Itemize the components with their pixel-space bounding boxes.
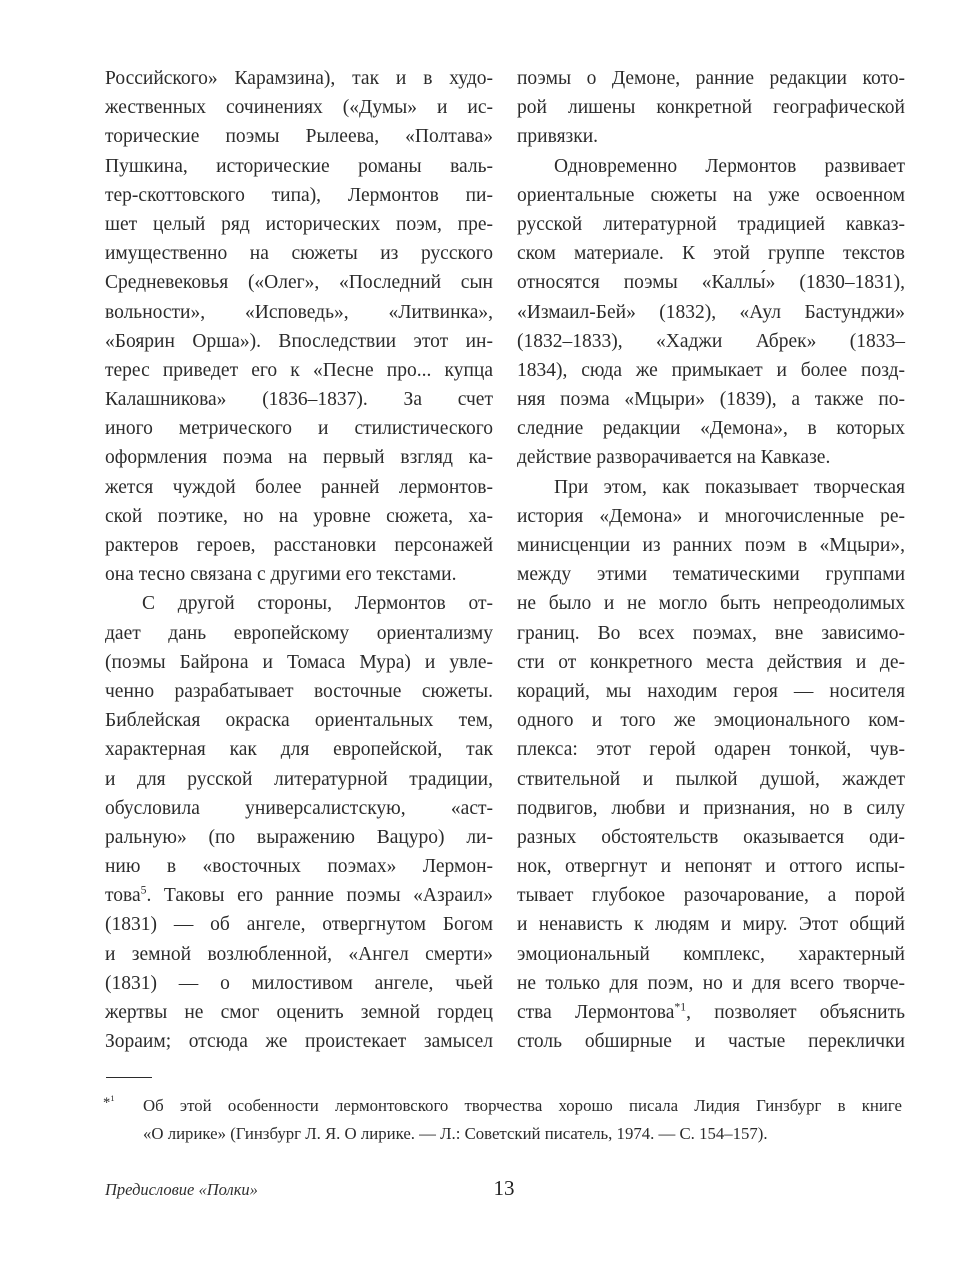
text-line: С другой стороны, Лермонтов от- bbox=[142, 593, 493, 615]
running-title: Предисловие «Полки» bbox=[105, 1180, 258, 1199]
text-line: рой лишены конкретной географической bbox=[517, 97, 905, 119]
text-line: русской литературной традицией кавказ- bbox=[517, 213, 905, 235]
footnote bbox=[103, 1092, 902, 1147]
text-line: поэмы о Демоне, ранние редакции кото- bbox=[517, 68, 905, 89]
text-line: Калашникова» (1836–1837). За счет bbox=[105, 389, 493, 411]
text-line: «О лирике» (Гинзбург Л. Я. О лирике. — Л.: Советский писатель, 1974. — С. 154–157). bbox=[143, 1123, 768, 1143]
text-line: «Боярин Орша»). Впоследствии этот ин- bbox=[105, 330, 493, 352]
text-line: ральную» (по выражению Вацуро) ли- bbox=[105, 826, 493, 848]
text-line: и земной возлюбленной, «Ангел смерти» bbox=[105, 943, 493, 965]
text-line: шет целый ряд исторических поэм, пре- bbox=[105, 213, 493, 235]
text-line: (1831) — о милостивом ангеле, чьей bbox=[105, 972, 493, 994]
text-line: Российского» Карамзина), так и в худо- bbox=[105, 68, 493, 89]
footnote-text bbox=[143, 1092, 902, 1147]
page-footer bbox=[105, 1176, 903, 1206]
text-line: (1831) — об ангеле, отвергнутом Богом bbox=[105, 914, 493, 936]
text-line: обусловила универсалистскую, «аст- bbox=[105, 797, 493, 819]
text-line: не было и не могло быть непреодолимых bbox=[517, 593, 905, 615]
text-line: и ненависть к людям и миру. Этот общий bbox=[517, 914, 905, 936]
text-line: «Измаил-Бей» (1832), «Аул Бастунджи» bbox=[517, 301, 905, 323]
text-line: Пушкина, исторические романы валь- bbox=[105, 155, 493, 177]
text-line: оформления поэма на первый взгляд ка- bbox=[105, 447, 493, 469]
text-line: Об этой особенности лермонтовского творчества хорошо писала Лидия Гинзбург в книге bbox=[143, 1096, 902, 1115]
text-line: нок, отвергнут и непонят и оттого испы- bbox=[517, 856, 905, 878]
text-line: имущественно на сюжеты из русского bbox=[105, 243, 493, 265]
text-line: терес приведет его к «Песне про... купца bbox=[105, 359, 493, 381]
text-line: няя поэма «Мцыри» (1839), а также по- bbox=[517, 389, 905, 411]
text-line: сти от конкретного места действия и де- bbox=[517, 651, 905, 673]
text-line: ствительной и пылкой душой, жаждет bbox=[517, 768, 905, 790]
text-line: вольности», «Исповедь», «Литвинка», bbox=[105, 301, 493, 323]
text-line: привязки. bbox=[517, 126, 599, 148]
text-line: рактеров героев, расстановки персонажей bbox=[105, 535, 493, 556]
text-line: торические поэмы Рылеева, «Полтава» bbox=[105, 126, 493, 148]
text-line: плекса: этот герой одарен тонкой, чув- bbox=[517, 739, 905, 761]
text-line: между этими тематическими группами bbox=[517, 564, 905, 586]
text-line: това$^5$. Таковы его ранние поэмы «Азраил» bbox=[105, 883, 493, 907]
text-line: не только для поэм, но и для всего творче- bbox=[517, 972, 905, 994]
text-line: история «Демона» и многочисленные ре- bbox=[517, 505, 905, 527]
text-line: (1832–1833), «Хаджи Абрек» (1833– bbox=[517, 330, 905, 352]
text-line: она тесно связана с другими его текстами. bbox=[105, 564, 457, 586]
text-line: кораций, мы находим героя — носителя bbox=[517, 680, 905, 702]
page-number: 13 bbox=[493, 1176, 515, 1200]
text-line: ориентальные сюжеты на уже освоенном bbox=[517, 184, 905, 206]
text-line: Библейская окраска ориентальных тем, bbox=[105, 710, 493, 732]
text-line: Зораим; отсюда же проистекает замысел bbox=[105, 1031, 493, 1053]
footnote-divider bbox=[106, 1077, 152, 1078]
text-line: жертвы не смог оценить земной гордец bbox=[105, 1002, 493, 1023]
text-line: нию в «восточных поэмах» Лермон- bbox=[105, 856, 493, 878]
text-line: тер-скоттовского типа), Лермонтов пи- bbox=[105, 184, 493, 206]
text-line: жется чуждой более ранней лермонтов- bbox=[105, 476, 493, 498]
text-line: характерная как для европейской, так bbox=[105, 739, 493, 761]
text-line: следние редакции «Демона», в которых bbox=[517, 418, 905, 440]
text-line: столь обширные и частые переклички bbox=[517, 1031, 905, 1053]
right-column bbox=[517, 64, 905, 1056]
footnote-marker: *$^1$ bbox=[103, 1093, 115, 1111]
text-line: (поэмы Байрона и Томаса Мура) и увле- bbox=[105, 651, 493, 673]
text-line: подвигов, любви и признания, но в силу bbox=[517, 797, 905, 819]
text-line: относятся поэмы «Каллы́» (1830–1831), bbox=[517, 272, 905, 294]
text-line: ском материале. К этой группе текстов bbox=[517, 243, 905, 265]
text-line: При этом, как показывает творческая bbox=[554, 476, 905, 498]
text-line: ченно разрабатывает восточные сюжеты. bbox=[105, 680, 493, 702]
text-line: тывает глубокое разочарование, а порой bbox=[517, 885, 905, 907]
text-line: разных обстоятельств оказывается оди- bbox=[517, 826, 905, 848]
text-line: Средневековья («Олег», «Последний сын bbox=[105, 272, 493, 294]
text-line: действие разворачивается на Кавказе. bbox=[517, 447, 831, 469]
text-line: дает дань европейскому ориентализму bbox=[105, 622, 493, 644]
text-line: ской поэтике, но на уровне сюжета, ха- bbox=[105, 505, 493, 527]
text-line: минисценции из ранних поэм в «Мцыри», bbox=[517, 535, 905, 556]
text-line: 1834), сюда же примыкает и более позд- bbox=[517, 359, 905, 381]
left-column bbox=[105, 64, 493, 1056]
text-line: границ. Во всех поэмах, вне зависимо- bbox=[517, 622, 905, 644]
text-line: эмоциональный комплекс, характерный bbox=[517, 943, 905, 965]
text-line: жественных сочинениях («Думы» и ис- bbox=[105, 97, 493, 119]
text-line: иного метрического и стилистического bbox=[105, 418, 493, 440]
text-line: одного и того же эмоционального ком- bbox=[517, 710, 905, 732]
text-line: ства Лермонтова$^{*1}$, позволяет объяснить bbox=[517, 1000, 905, 1023]
text-line: и для русской литературной традиции, bbox=[105, 768, 493, 790]
text-line: Одновременно Лермонтов развивает bbox=[554, 155, 905, 177]
